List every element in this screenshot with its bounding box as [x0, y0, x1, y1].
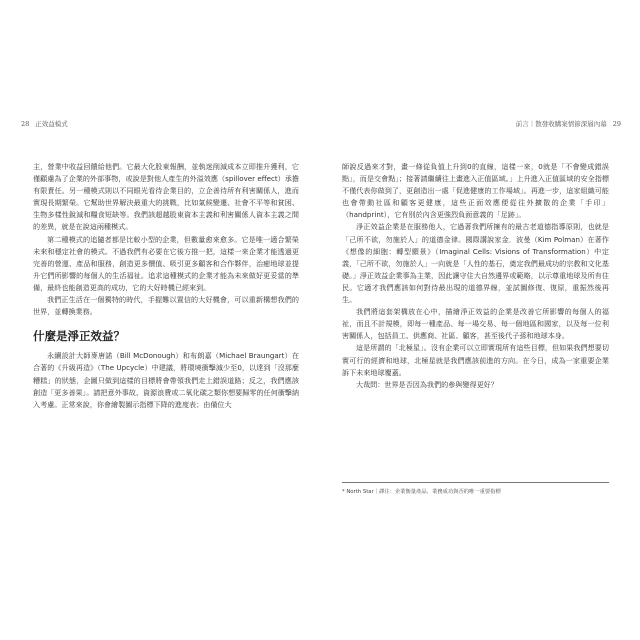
paragraph: 師說反過來才對，畫一條從負值上升到0的直線，這樣一來，0就是「不會變成錯誤點」，而是交會點」；接著請繼續往上畫進入正值區域。」上升進入正值區域的安全指標不僅代表你做到了，更創造出一處「促進健康的工作場域」。再進一步，這家組織可能也會帶動社區和顧客更健康，這些正面效應便從往外擴散的企業「手印」（handprint），它有別於內含更強烈負面意義的「足跡」。	[342, 162, 609, 220]
left-running-header	[21, 118, 307, 130]
right-running-header	[335, 118, 621, 130]
paragraph: 這是所謂的「北極星」。沒有企業可以立即實現所有這些目標，但如果我們想要切實可行的經濟和地球，北極星就是我們應該前進的方向。在今日，成為一家重要企業訴下未來地球覆蓋。	[342, 343, 609, 377]
right-running-title: 前言｜散發收購案情節深層內幕	[515, 120, 607, 128]
right-page-body	[342, 161, 609, 391]
footnote: * North Star｜譯注：企業衡量產品、業務成功與否的唯一重要指標	[342, 482, 609, 496]
right-page	[335, 118, 621, 528]
right-page-number: 29	[612, 120, 621, 128]
book-spread	[21, 118, 621, 528]
paragraph: 永續設計大師麥唐諾（Bill McDonough）和布朗嘉（Michael Braungart）在合著的《升級再造》（The Upcycle）中建議，將環境衝擊減少至0，以達到「沒那麼糟糕」的狀態，企圖只做到這樣的目標將會帶領我們走上錯誤道路；反之，我們應該創造「更多善果」。請把意外事故、資源浪費或二氧化碳之類你想要歸零的任何衝擊納入考慮。正常來說，你會繪製圖示指標下降的進度表；由備位大	[33, 351, 300, 409]
left-page-body	[33, 161, 299, 411]
left-page	[21, 118, 307, 528]
paragraph: 大哉問：世界是否因為我們的參與變得更好？	[356, 379, 498, 389]
section-heading: 什麼是淨正效益？	[33, 329, 125, 344]
paragraph: 淨正效益企業是在服務他人，它過著我們所擁有的最古老道德指導原則，也就是「己所不欲，勿施於人」的道德金律。國際講說家金．波曼（Kim Polman）在著作《想像的細胞：轉型願景》（Imaginal Cells: Visions of Transformation）中定義，「己所不欲，勿施於人」一向就是「人性的基石，奠定我們最成功的宗教和文化基礎。」淨正效益企業事為主業，因此讓守住大自然邊界或範略，以示尊重地球及所有住民。它適才我們應該如何對待最出現的道德界線，並試圖修復、復原，重振然後再生。	[342, 222, 609, 305]
left-running-title: 正效益模式	[35, 120, 68, 128]
paragraph: 我們將這套架構放在心中，描繪淨正效益的企業是改善它所影響的每個人的福祉，而且不計規模，即每一種產品、每一場交易、每一個地區和國家，以及每一位利害關係人，包括員工、供應商、社區、顧客，甚至後代子孫和地球本身。	[342, 307, 609, 341]
paragraph: 主，營業中收益回饋給他們。它最大化股東報酬，並執迷削減成本立即推升獲利，它僅顧慮為了企業的外部事物，或說是對他人產生的外溢效應（spillover effect）承擔有限責任。另一種模式則以不同眼光看待企業目的，立企善待所有利害關係人，進而實現長期繁榮。它幫助世界解決最重大的挑戰，比如氣候變遷、社會不平等和貧困、生物多樣性銳減和糧食短缺等。我們該超越股東資本主義和利害關係人資本主義之間的差異，就是在說這兩種模式。	[33, 162, 299, 232]
left-page-number: 28	[21, 120, 30, 128]
paragraph: 我們正生活在一個獨特的時代，手握難以置信的大好機會，可以重新構想我們的世界，並轉換業務。	[33, 295, 299, 317]
paragraph: 第二種模式的追隨者都是比較小型的企業，但數量愈來愈多。它是唯一適合繁榮未來和穩定社會的模式。不過我們有必要在它後方推一把，這樣一來企業才能透過更完善的營運、產品和服務，創造更多價值、吸引更多顧客和合作夥伴，治癒地球並提升它們所影響的每個人的生活福祉。追求這種模式的企業才能為未來做好更妥當的準備，最終也能創造更高的成功，它的大好時機已經來到。	[33, 234, 299, 292]
